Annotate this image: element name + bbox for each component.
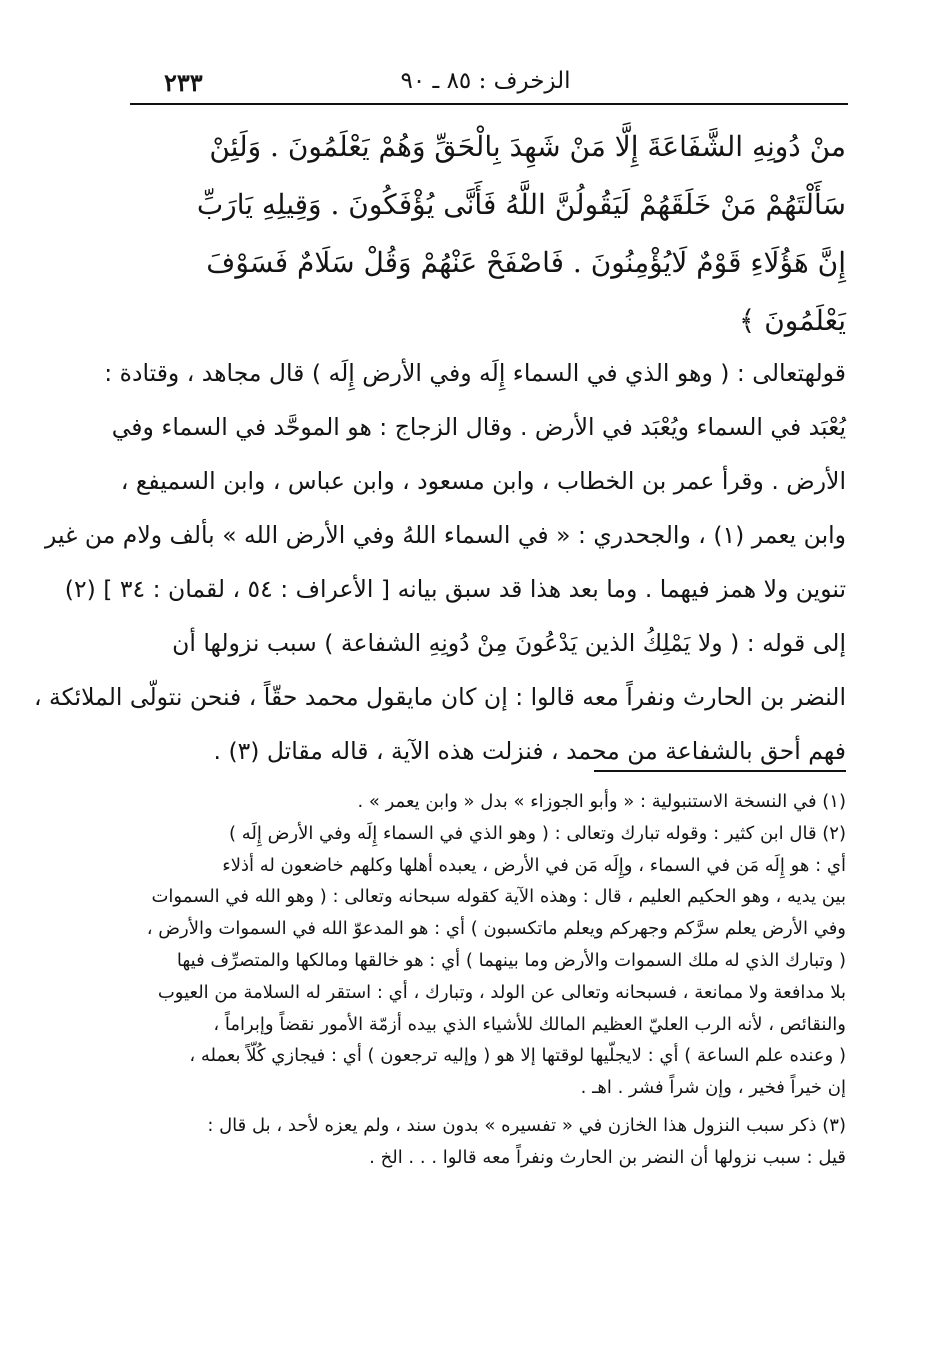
commentary-line: فهم أحق بالشفاعة من محمد ، فنزلت هذه الآية ، قاله مقاتل (٣) . xyxy=(213,737,846,765)
commentary-body xyxy=(33,346,846,778)
page-header xyxy=(128,64,843,104)
footnote-2-line: ( وعنده علم الساعة ) أي : لايجلّيها لوقتها إلا هو ( وإليه ترجعون ) أي : فيجازي كُلّاً بعمله ، xyxy=(189,1045,846,1067)
quran-verses xyxy=(130,118,846,350)
footnote-2-line: ( وتبارك الذي له ملك السموات والأرض وما بينهما ) أي : هو خالقها ومالكها والمتصرِّف فيها xyxy=(176,949,846,971)
header-rule xyxy=(130,103,848,105)
footnote-2-line: بين يديه ، وهو الحكيم العليم ، قال : وهذه الآية كقوله سبحانه وتعالى : ( وهو الله في السموات xyxy=(151,886,846,908)
footnote-1: (١) في النسخة الاستنبولية : « وأبو الجوزاء » بدل « وابن يعمر » . xyxy=(357,791,846,812)
commentary-line: إلى قوله : ( ولا يَمْلِكُ الذين يَدْعُونَ مِنْ دُونِهِ الشفاعة ) سبب نزولها أن xyxy=(172,629,846,657)
footnote-2-line: بلا مدافعة ولا ممانعة ، فسبحانه وتعالى عن الولد ، وتبارك ، أي : استقر له السلامة من العيوب xyxy=(157,981,846,1003)
verse-line: منْ دُونِهِ الشَّفَاعَةَ إِلَّا مَنْ شَهِدَ بِالْحَقِّ وَهُمْ يَعْلَمُونَ . وَلَئِنْ xyxy=(209,130,846,163)
commentary-line: النضر بن الحارث ونفراً معه قالوا : إن كان مايقول محمد حقّاً ، فنحن نتولّى الملائكة ، xyxy=(33,683,846,711)
verse-line: سَأَلْتَهُمْ مَنْ خَلَقَهُمْ لَيَقُولُنَّ اللَّهُ فَأَنَّى يُؤْفَكُونَ . وَقِيلِهِ يَارَبِّ xyxy=(196,188,846,221)
footnote-2-line: (٢) قال ابن كثير : وقوله تبارك وتعالى : ( وهو الذي في السماء إِلَه وفي الأرض إِلَه ) xyxy=(229,822,846,844)
commentary-line: الأرض . وقرأ عمر بن الخطاب ، وابن مسعود ، وابن عباس ، وابن السميفع ، xyxy=(120,467,846,495)
footnote-2-line: إن خيراً فخير ، وإن شراً فشر . اهـ . xyxy=(580,1077,846,1099)
footnotes xyxy=(130,786,846,1174)
footnote-2-line: أي : هو إِلَه مَن في السماء ، وإِلَه مَن في الأرض ، يعبده أهلها وكلهم خاضعون له أذلاء xyxy=(222,854,846,876)
page-number: ٢٣٣ xyxy=(164,68,203,97)
verse-line: يَعْلَمُونَ ﴾ xyxy=(738,304,846,337)
commentary-line: يُعْبَد في السماء ويُعْبَد في الأرض . وقال الزجاج : هو الموحَّد في السماء وفي xyxy=(111,413,846,441)
footnote-3-line: قيل : سبب نزولها أن النضر بن الحارث ونفراً معه قالوا . . . الخ . xyxy=(369,1146,846,1168)
running-head: الزخرف : ٨٥ ـ ٩٠ xyxy=(400,68,571,94)
commentary-line: وابن يعمر (١) ، والجحدري : « في السماء اللهُ وفي الأرض الله » بألف ولام من غير xyxy=(45,521,846,549)
commentary-line: قولهتعالى : ( وهو الذي في السماء إِلَه وفي الأرض إِلَه ) قال مجاهد ، وقتادة : xyxy=(104,359,846,387)
footnote-3-line: (٣) ذكر سبب النزول هذا الخازن في « تفسيره » بدون سند ، ولم يعزه لأحد ، بل قال : xyxy=(207,1114,846,1136)
footnote-2-line: والنقائص ، لأنه الرب العليّ العظيم المالك للأشياء الذي بيده أزمّة الأمور نقضاً وإبراماً ، xyxy=(213,1013,846,1035)
commentary-line: تنوين ولا همز فيهما . وما بعد هذا قد سبق بيانه [ الأعراف : ٥٤ ، لقمان : ٣٤ ] (٢) xyxy=(64,575,846,603)
footnote-separator xyxy=(594,770,846,772)
verse-line: إِنَّ هَؤُلَاءِ قَوْمٌ لَايُؤْمِنُونَ . فَاصْفَحْ عَنْهُمْ وَقُلْ سَلَامٌ فَسَوْفَ xyxy=(206,246,846,279)
footnote-2-line: وفي الأرض يعلم سرَّكم وجهركم ويعلم ماتكسبون ) أي : هو المدعوّ الله في السموات والأرض ، xyxy=(146,918,846,940)
